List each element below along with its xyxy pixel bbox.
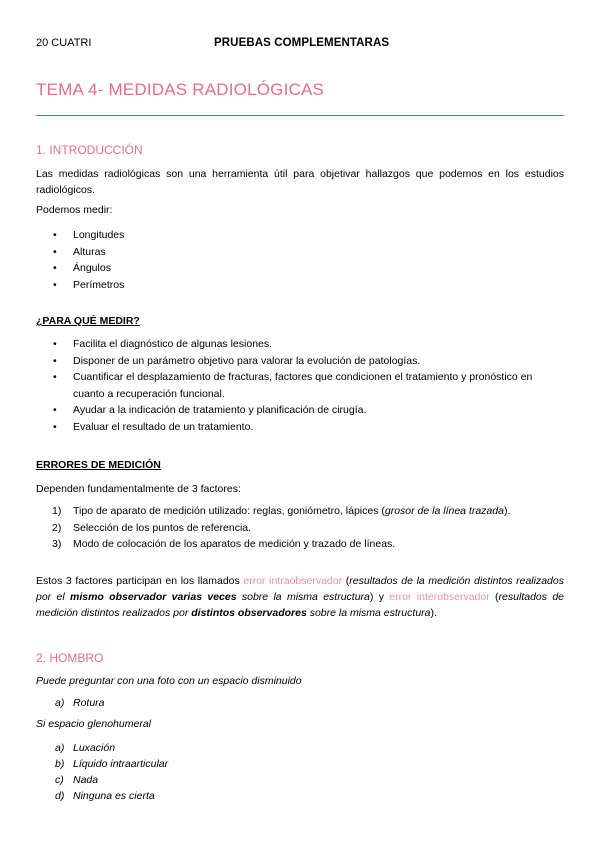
observer-error-paragraph: Estos 3 factores participan en los llamados error intraobservador (resultados de la medición distintos realizados por el mismo observador varias veces sobre la misma estructura) y error interobservador (resultados de medición distintos realizados por distintos observadores sobre la misma estructura). [36,575,565,619]
intro-paragraph: Las medidas radiológicas son una herramienta útil para objetivar hallazgos que podemos en los estudios radiológicos. [36,168,564,196]
list-item: • Ayudar a la indicación de tratamiento y planificación de cirugía. [36,402,564,419]
list-number: 1) [52,505,62,517]
question-1: Puede preguntar con una foto con un espacio disminuido [36,675,302,687]
section-title-introduccion: 1. INTRODUCCIÓN [36,143,143,157]
subheading-para-que-medir: ¿PARA QUÉ MEDIR? [36,315,140,327]
error-intraobservador-term: error intraobservador [243,575,343,587]
list-item: • Ángulos [36,260,124,277]
header-course: 20 CUATRI [36,37,92,49]
errores-intro: Dependen fundamentalmente de 3 factores: [36,483,241,495]
subheading-errores-de-medicion: ERRORES DE MEDICIÓN [36,459,161,471]
measure-list [36,227,124,293]
error-interobservador-term: error interobservador [389,591,490,603]
question-1-options [36,695,105,711]
purpose-list [36,336,564,435]
list-item: • Facilita el diagnóstico de algunas lesiones. [36,336,564,353]
section-title-hombro: 2. HOMBRO [36,651,104,665]
list-item: 3) Modo de colocación de los aparatos de medición y trazado de líneas. [36,536,564,553]
list-item: a) Luxación [55,742,116,754]
list-item: b) Líquido intraarticular [55,758,169,770]
list-item: d) Ninguna es cierta [55,790,155,802]
list-number: 2) [52,521,62,534]
list-item: • Longitudes [36,227,124,244]
header-subject: PRUEBAS COMPLEMENTARAS [214,37,390,49]
list-item: a) Rotura [55,697,105,709]
list-item: • Perímetros [36,277,124,294]
list-item: • Cuantificar el desplazamiento de fracturas, factores que condicionen el tratamiento y pronóstico en cuanto a recuperación funcional. [36,369,564,402]
page-title: TEMA 4- MEDIDAS RADIOLÓGICAS [36,80,325,99]
list-item: • Evaluar el resultado de un tratamiento. [36,419,564,436]
list-number: 3) [52,538,62,550]
title-divider [36,115,564,116]
list-item: c) Nada [55,774,99,786]
question-2-options [36,740,168,804]
list-item: • Alturas [36,244,124,261]
list-item: 1) Tipo de aparato de medición utilizado: reglas, goniómetro, lápices (grosor de la línea trazada). [36,503,564,520]
question-2: Si espacio glenohumeral [36,718,151,730]
podemos-medir-label: Podemos medir: [36,204,113,216]
list-item: 2) Selección de los puntos de referencia. [36,520,564,537]
list-item: • Disponer de un parámetro objetivo para valorar la evolución de patologías. [36,353,564,370]
factors-list [36,503,564,553]
